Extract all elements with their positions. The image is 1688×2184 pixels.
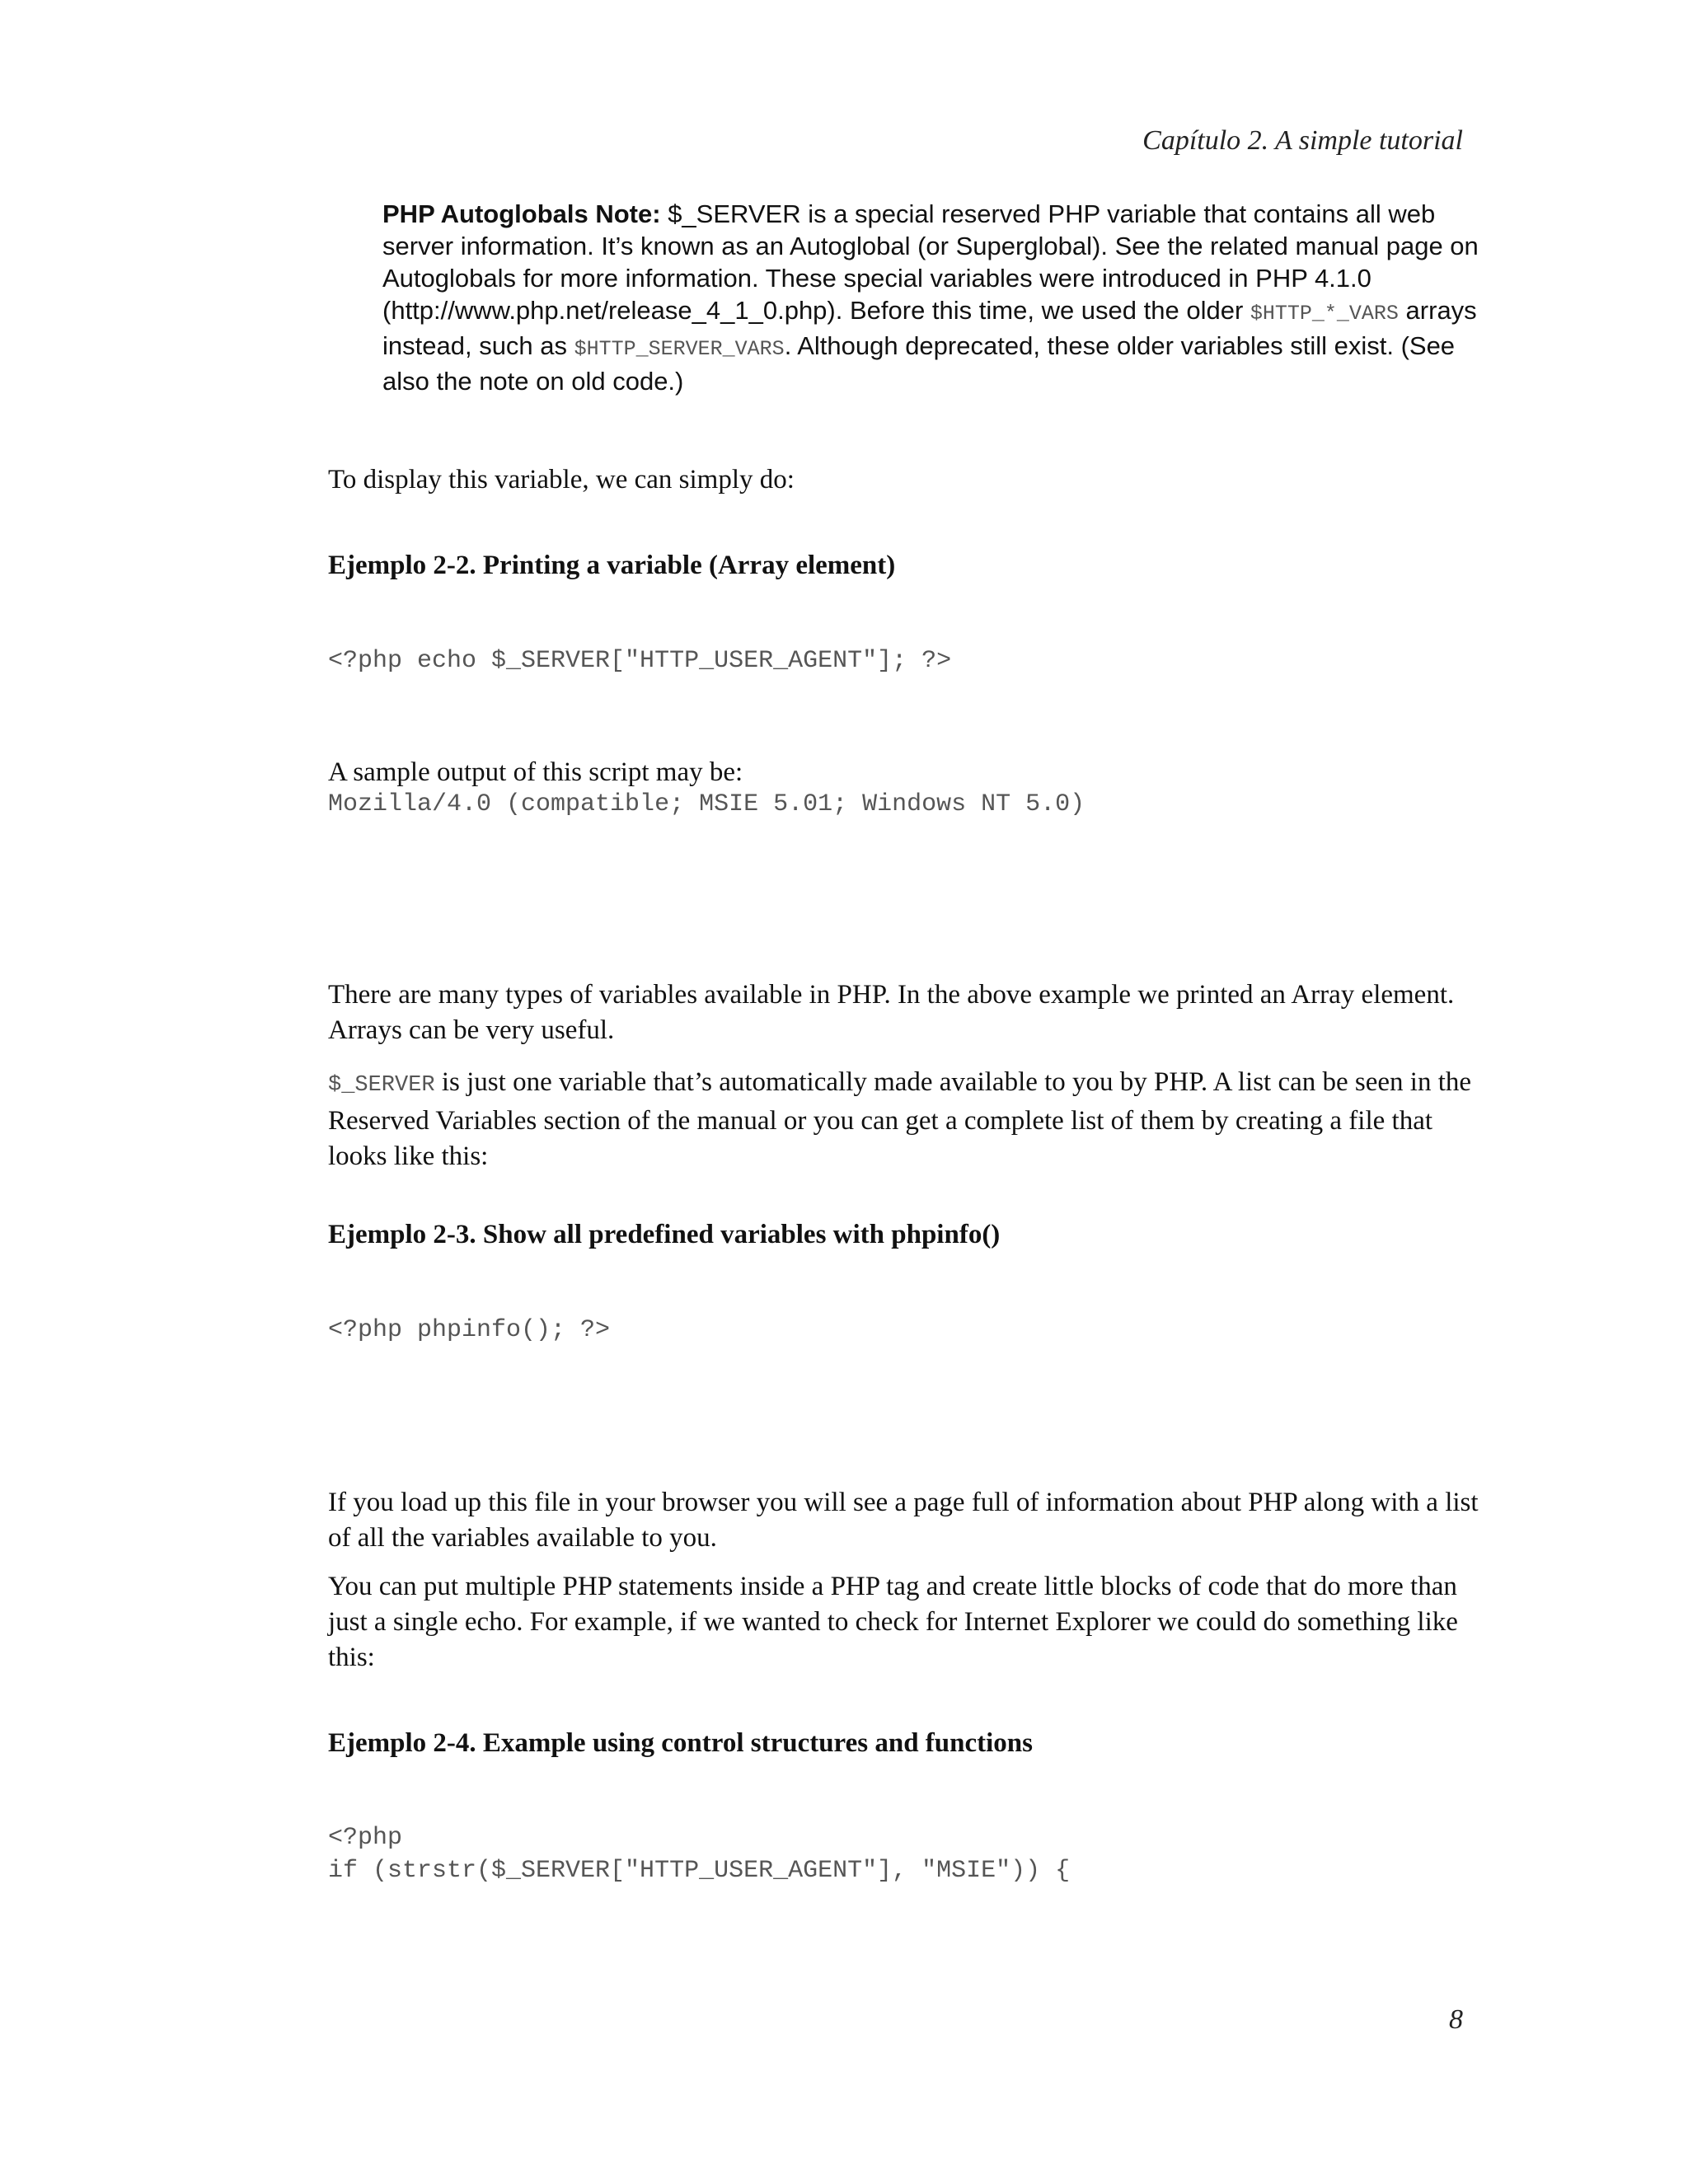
paragraph-load-file: If you load up this file in your browser you will see a page full of information about PHP along with a list of all the variables available to you. [328, 1488, 1479, 1553]
paragraph-server-variable [328, 1065, 1482, 1174]
running-header: Capítulo 2. A simple tutorial [1142, 125, 1463, 156]
note-code-http-vars: $HTTP_*_VARS [1250, 302, 1399, 326]
autoglobals-note [382, 198, 1483, 397]
paragraph-sample-output-intro: A sample output of this script may be: [328, 757, 743, 787]
example-2-3-code: <?php phpinfo(); ?> [328, 1316, 611, 1344]
page-number: 8 [1449, 2004, 1463, 2035]
example-2-2-code: <?php echo $_SERVER["HTTP_USER_AGENT"]; ?> [328, 647, 952, 675]
note-label: PHP Autoglobals Note: [382, 199, 661, 228]
example-2-2-title: Ejemplo 2-2. Printing a variable (Array element) [328, 551, 896, 580]
example-2-3-title: Ejemplo 2-3. Show all predefined variables with phpinfo() [328, 1220, 1001, 1249]
note-text: arrays instead, such as [382, 296, 1477, 360]
sample-output-code: Mozilla/4.0 (compatible; MSIE 5.01; Windows NT 5.0) [328, 790, 1085, 818]
paragraph-types-of-variables: There are many types of variables available in PHP. In the above example we printed an Array element. Arrays can be very useful. [328, 980, 1455, 1045]
server-var-text: is just one variable that’s automatically made available to you by PHP. A list can be seen in the Reserved Variables section of the manual or you can get a complete list of them by creating a file that looks like this: [328, 1067, 1472, 1171]
example-2-4-title: Ejemplo 2-4. Example using control structures and functions [328, 1728, 1034, 1758]
example-2-4-code-line: if (strstr($_SERVER["HTTP_USER_AGENT"], "MSIE")) { [328, 1857, 1071, 1885]
paragraph-display-intro: To display this variable, we can simply do: [328, 465, 795, 494]
note-text: . Although deprecated, these older variables still exist. (See also the note on old code.) [382, 331, 1456, 396]
server-var-code: $_SERVER [328, 1073, 435, 1098]
paragraph-multiple-statements: You can put multiple PHP statements inside a PHP tag and create little blocks of code that do more than just a single echo. For example, if we wanted to check for Internet Explorer we could do something like this: [328, 1572, 1458, 1672]
note-code-http-server-vars: $HTTP_SERVER_VARS [574, 337, 785, 361]
example-2-4-code-line: <?php [328, 1824, 403, 1852]
note-text: $_SERVER is a special reserved PHP variable that contains all web server information. It’s known as an Autoglobal (or Superglobal). See the related manual page on Autoglobals for more information. These special variables were introduced in PHP 4.1.0 (http://www.php.net/release_4_1_0.php). Before this time, we used the older [382, 199, 1479, 325]
